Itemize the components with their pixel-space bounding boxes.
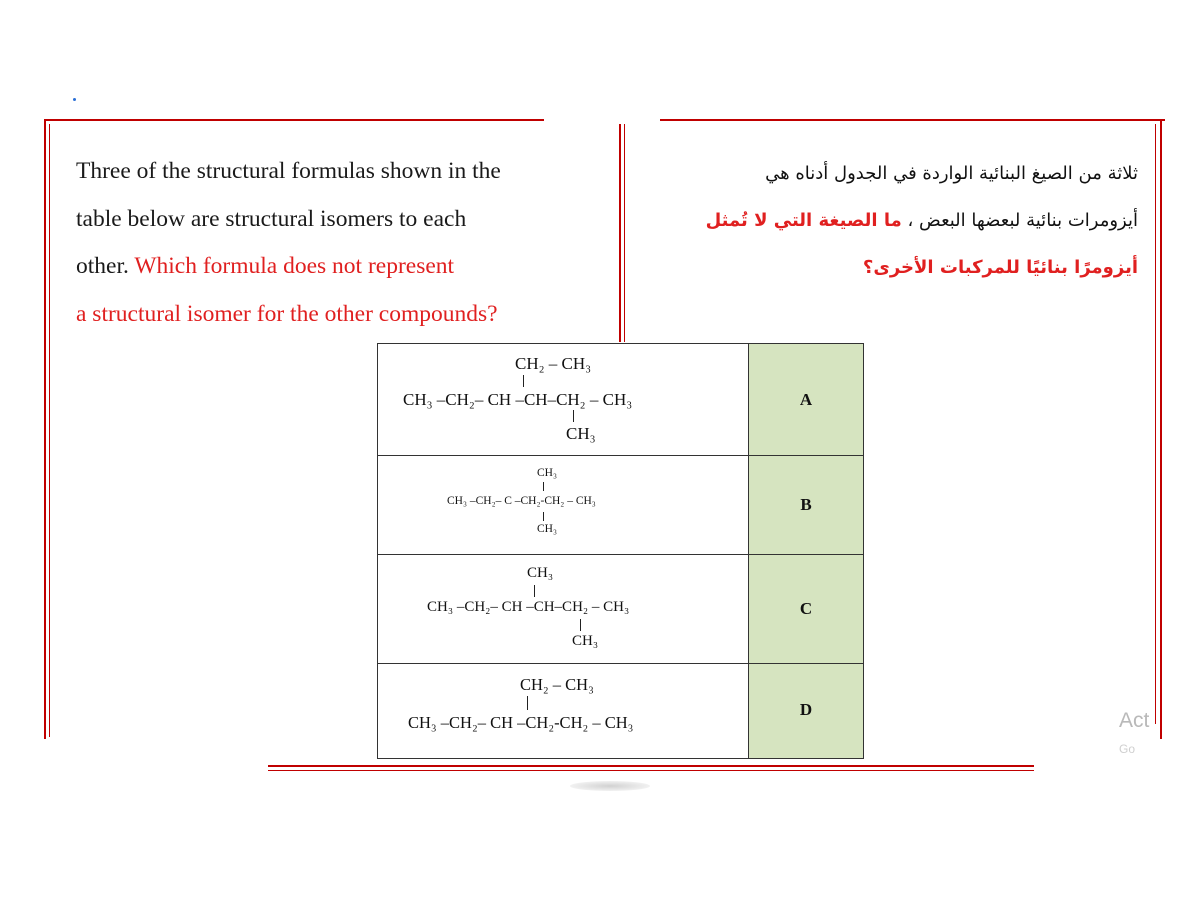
frame-left-inner [49, 124, 50, 737]
formula-c-chain: CH₃ –CH₂– CH –CH–CH₂ – CH₃ [427, 599, 630, 615]
formula-c-bond-down [580, 619, 581, 631]
formula-a-branch-top: CH₂ – CH₃ [515, 353, 592, 373]
formula-a [403, 350, 723, 450]
formula-b-branch-top: CH₃ [537, 467, 557, 479]
frame-bottom-inner [268, 770, 1034, 771]
formula-c [427, 561, 699, 657]
question-arabic-line1: ثلاثة من الصيغ البنائية الواردة في الجدول أدناه هي [765, 163, 1138, 184]
formula-b-branch-bottom: CH₃ [537, 523, 557, 535]
label-b: B [749, 456, 864, 555]
question-arabic-line2 [618, 197, 1138, 244]
label-d: D [749, 664, 864, 759]
table-row [378, 664, 864, 759]
frame-right [1160, 119, 1162, 739]
formula-b-bond-up [543, 482, 544, 491]
question-english-line3-black: other. [76, 253, 135, 279]
formula-a-branch-bottom: CH₃ [566, 423, 596, 443]
isomer-table [377, 343, 864, 759]
formula-d-chain: CH₃ –CH₂– CH –CH₂-CH₂ – CH₃ [408, 713, 634, 732]
frame-top-right [660, 119, 1165, 121]
frame-left [44, 119, 46, 739]
question-arabic-line2-red: ما الصيغة التي لا تُمثل [705, 210, 902, 231]
question-english-line3 [76, 243, 616, 291]
formula-c-branch-bottom: CH₃ [572, 633, 599, 649]
question-english-line3-red: Which formula does not represent [134, 253, 455, 279]
question-arabic-line3: أيزومرًا بنائيًا للمركبات الأخرى؟ [862, 257, 1138, 278]
question-english-line1: Three of the structural formulas shown in the [76, 158, 501, 184]
watermark-text: Act [1119, 709, 1150, 732]
stray-dot [73, 98, 76, 101]
label-a: A [749, 344, 864, 456]
table-row [378, 344, 864, 456]
formula-d-branch-top: CH₂ – CH₃ [520, 675, 594, 694]
table-row [378, 555, 864, 664]
formula-a-bond-down [573, 410, 574, 422]
formula-cell-d [378, 664, 749, 759]
formula-c-bond-up [534, 585, 535, 597]
question-english-line2: table below are structural isomers to each [76, 205, 467, 232]
question-english-line4: a structural isomer for the other compounds? [76, 300, 498, 327]
watermark-subtext: Go [1119, 742, 1136, 756]
question-arabic [618, 150, 1138, 291]
formula-a-chain: CH₃ –CH₂– CH –CH–CH₂ – CH₃ [403, 389, 633, 409]
formula-b-chain: CH₃ –CH₂– C –CH₂-CH₂ – CH₃ [447, 495, 596, 507]
question-arabic-line2-black: أيزومرات بنائية لبعضها البعض ، [901, 210, 1138, 231]
formula-b-bond-down [543, 512, 544, 521]
formula-a-bond-up [523, 375, 524, 387]
frame-right-inner [1155, 124, 1156, 724]
formula-d-bond-up [527, 696, 528, 710]
table-row [378, 456, 864, 555]
formula-b [447, 461, 679, 549]
formula-cell-b [378, 456, 749, 555]
frame-top-left [44, 119, 544, 121]
formula-d [408, 669, 718, 753]
question-english [76, 148, 616, 338]
page-shadow [570, 781, 650, 791]
formula-cell-a [378, 344, 749, 456]
label-c: C [749, 555, 864, 664]
formula-c-branch-top: CH₃ [527, 565, 554, 581]
formula-cell-c [378, 555, 749, 664]
frame-bottom [268, 765, 1034, 767]
